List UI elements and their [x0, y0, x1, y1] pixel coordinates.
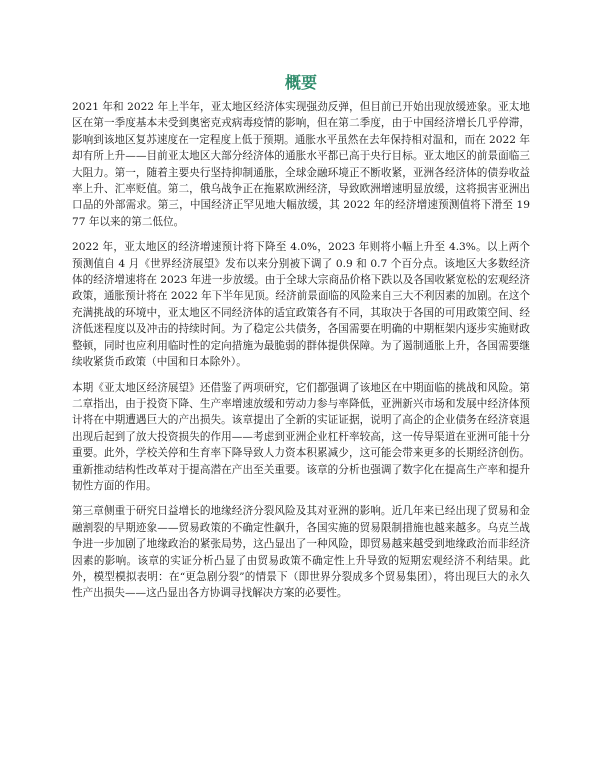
paragraph-2: 2022 年，亚太地区的经济增速预计将下降至 4.0%，2023 年则将小幅上升至 4.3%。以上两个预测值自 4 月《世界经济展望》发布以来分别被下调了 0.9 和 0.7 个百分点。该地区大多数经济体的经济增速将在 2023 年进一步放缓。由于全球大宗商品价格下跌以及各国收紧宽松的宏观经济政策，通胀预计将在 2022 年下半年见顶。经济前景面临的风险来自三大不利因素的加剧。在这个充满挑战的环境中，亚太地区不同经济体的适宜政策各有不同，其取决于各国的可用政策空间、经济低迷程度以及冲击的持续时间。为了稳定公共债务，各国需要在明确的中期框架内逐步实施财政整顿，同时也应利用临时性的定向措施为最脆弱的群体提供保障。为了遏制通胀上升，各国需要继续收紧货币政策（中国和日本除外）。 — [72, 241, 530, 369]
document-page — [72, 72, 530, 611]
paragraph-4: 第三章侧重于研究日益增长的地缘经济分裂风险及其对亚洲的影响。近几年来已经出现了贸易和金融割裂的早期迹象——贸易政策的不确定性飙升，各国实施的贸易限制措施也越来越多。乌克兰战争进一步加剧了地缘政治的紧张局势，这凸显出了一种风险，即贸易越来越受到地缘政治而非经济因素的影响。该章的实证分析凸显了由贸易政策不确定性上升导致的短期宏观经济不利结果。此外，模型模拟表明：在“更急剧分裂”的情景下（即世界分裂成多个贸易集团），将出现巨大的永久性产出损失——这凸显出各方协调寻找解决方案的必要性。 — [72, 505, 530, 600]
page-title: 概要 — [284, 73, 317, 92]
paragraph-1: 2021 年和 2022 年上半年，亚太地区经济体实现强劲反弹，但目前已开始出现放缓迹象。亚太地区在第一季度基本未受到奥密克戎病毒疫情的影响，但在第二季度，由于中国经济增长几乎停滞，影响到该地区复苏速度在一定程度上低于预期。通胀水平虽然在去年保持相对温和，而在 2022 年却有所上升——目前亚太地区大部分经济体的通胀水平都已高于央行目标。亚太地区的前景面临三大阻力。第一，随着主要央行坚持抑制通胀，全球金融环境正不断收紧，亚洲各经济体的债券收益率上升、汇率贬值。第二，俄乌战争正在拖累欧洲经济，导致欧洲增速明显放缓，这将损害亚洲出口品的外部需求。第三，中国经济正罕见地大幅放缓，其 2022 年的经济增速预测值将下滑至 1977 年以来的第二低位。 — [72, 101, 530, 228]
paragraph-3: 本期《亚太地区经济展望》还借鉴了两项研究，它们都强调了该地区在中期面临的挑战和风险。第二章指出，由于投资下降、生产率增速放缓和劳动力参与率降低，亚洲新兴市场和发展中经济体预计将在中期遭遇巨大的产出损失。该章提出了全新的实证证据，说明了高企的企业债务在经济衰退出现后起到了放大投资损失的作用——考虑到亚洲企业杠杆率较高，这一传导渠道在亚洲可能十分重要。此外，学校关停和生育率下降导致人力资本积累减少，这可能会带来更多的长期经济创伤。重新推动结构性改革对于提高潜在产出至关重要。该章的分析也强调了数字化在提高生产率和提升韧性方面的作用。 — [72, 381, 530, 492]
